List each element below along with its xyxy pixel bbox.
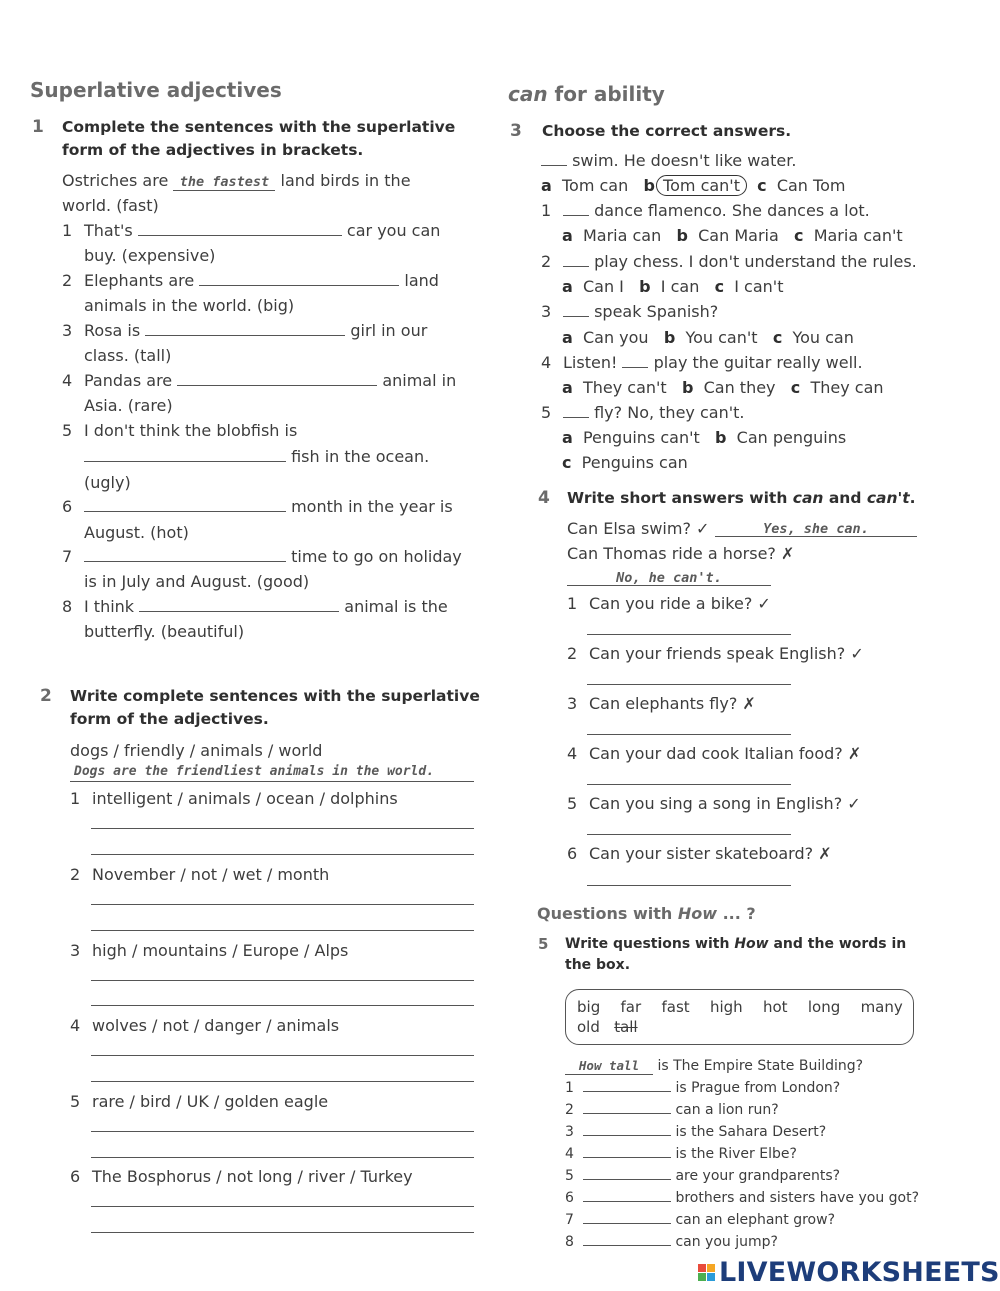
instruction-text: .	[909, 489, 916, 507]
example-prompt: dogs / friendly / animals / world	[70, 741, 323, 760]
box-word: far	[620, 998, 642, 1016]
answer-blank	[563, 404, 589, 418]
question-text: Can your dad cook Italian food? ✗	[589, 744, 862, 763]
sentence-text: butterfly. (beautiful)	[84, 622, 245, 641]
answer-line[interactable]	[91, 1005, 474, 1006]
answer-line[interactable]	[587, 734, 791, 735]
question-text: can you jump?	[675, 1234, 778, 1250]
section-heading-can	[508, 82, 665, 106]
question-item	[565, 1233, 778, 1251]
question-item	[567, 693, 756, 715]
instruction-italic: can't	[866, 489, 910, 507]
sentence-text: Rosa is	[84, 321, 141, 340]
answer-blank	[541, 152, 567, 166]
item-number: 4	[565, 1146, 574, 1162]
option-b[interactable]: I can	[660, 277, 700, 296]
example-answer	[565, 1058, 653, 1075]
answer-line[interactable]	[91, 1232, 474, 1233]
exercise-instruction: Write complete sentences with the superlative	[70, 687, 480, 705]
answer-blank[interactable]	[139, 598, 339, 612]
exercise-instruction: Complete the sentences with the superlative	[62, 118, 456, 136]
heading-text: ... ?	[717, 904, 756, 923]
question-text: speak Spanish?	[594, 302, 719, 321]
heading-italic: can	[508, 82, 548, 106]
option-c[interactable]: They can	[810, 378, 884, 397]
exercise-instruction	[567, 487, 916, 510]
option-letter: a	[562, 277, 573, 296]
question-text: dance flamenco. She dances a lot.	[594, 201, 870, 220]
item-number: 4	[567, 744, 578, 763]
prompt-text: high / mountains / Europe / Alps	[92, 941, 349, 960]
prompt-text: The Bosphorus / not long / river / Turkey	[92, 1167, 413, 1186]
option-a[interactable]: Can I	[582, 277, 624, 296]
answer-blank	[622, 354, 648, 368]
item-number: 3	[62, 321, 73, 340]
question-text: Listen!	[563, 353, 618, 372]
item-number: 5	[565, 1168, 574, 1184]
exercise-number: 2	[40, 686, 52, 706]
answer-blank[interactable]	[583, 1102, 671, 1114]
exercise-instruction	[565, 936, 906, 952]
example-answer-text: How tall	[578, 1058, 640, 1073]
answer-blank[interactable]	[84, 448, 286, 462]
answer-line[interactable]	[587, 684, 791, 685]
answer-line[interactable]	[91, 1131, 474, 1132]
sentence-text: class. (tall)	[84, 346, 172, 365]
item-number: 2	[541, 252, 552, 271]
exercise-number: 4	[538, 488, 550, 508]
example-answer-text: No, he can't.	[616, 570, 722, 586]
option-letter: c	[757, 176, 767, 195]
item-number: 4	[62, 371, 73, 390]
question-item	[567, 643, 864, 665]
prompt-text: rare / bird / UK / golden eagle	[92, 1092, 329, 1111]
question-text: is the River Elbe?	[675, 1146, 797, 1162]
exercise-instruction: the box.	[565, 957, 631, 973]
item-number: 5	[567, 794, 578, 813]
option-letter: a	[541, 176, 552, 195]
answer-line[interactable]	[91, 1206, 474, 1207]
option-a[interactable]: Penguins can't	[582, 428, 700, 447]
option-a[interactable]: Maria can	[582, 226, 662, 245]
example-answer	[567, 567, 771, 586]
question-item	[62, 270, 439, 292]
option-letter: b	[639, 277, 651, 296]
question-item	[565, 1123, 826, 1141]
question-item	[565, 1211, 835, 1229]
sentence-text: world. (fast)	[62, 196, 159, 215]
item-number: 3	[541, 302, 552, 321]
item-number: 2	[567, 644, 578, 663]
question-text: is The Empire State Building?	[657, 1058, 864, 1074]
sentence-text: That's	[84, 221, 133, 240]
options-row	[562, 452, 688, 474]
item-number: 7	[62, 547, 73, 566]
question-item	[541, 301, 718, 323]
options-row	[562, 225, 903, 247]
sentence-text: animal in	[382, 371, 457, 390]
sentence-text: animals in the world. (big)	[84, 296, 295, 315]
option-letter: a	[562, 226, 573, 245]
question-text: swim. He doesn't like water.	[572, 151, 797, 170]
box-word: hot	[762, 998, 788, 1016]
example-question: Can Thomas ride a horse? ✗	[567, 544, 795, 563]
question-item	[62, 546, 462, 568]
question-text: play the guitar really well.	[653, 353, 863, 372]
sentence-text: Ostriches are	[62, 171, 169, 190]
item-number: 2	[70, 865, 81, 884]
question-item	[541, 352, 863, 374]
example-answer-text: Yes, she can.	[763, 521, 869, 537]
option-b[interactable]: Can penguins	[736, 428, 847, 447]
exercise-number: 3	[510, 121, 522, 141]
exercise-instruction: form of the adjectives in brackets.	[62, 141, 364, 159]
answer-blank	[563, 303, 589, 317]
example-item	[565, 1057, 863, 1075]
box-word: high	[709, 998, 743, 1016]
instruction-text: and the words in	[768, 936, 907, 952]
question-text: can an elephant grow?	[675, 1212, 836, 1228]
question-item	[541, 150, 796, 172]
example-question: Can Elsa swim? ✓	[567, 519, 710, 538]
option-c[interactable]: Can Tom	[776, 176, 846, 195]
question-text: can a lion run?	[675, 1102, 779, 1118]
option-letter: a	[562, 378, 573, 397]
question-item	[62, 596, 448, 618]
answer-line[interactable]	[91, 828, 474, 829]
exercise-number: 1	[32, 117, 44, 137]
option-letter: b	[715, 428, 727, 447]
item-number: 4	[541, 353, 552, 372]
option-a[interactable]: Can you	[582, 328, 649, 347]
item-number: 2	[62, 271, 73, 290]
sentence-text: I think	[84, 597, 135, 616]
question-item	[70, 864, 329, 886]
option-c[interactable]: I can't	[734, 277, 784, 296]
answer-line[interactable]	[91, 854, 474, 855]
example-answer	[715, 518, 917, 537]
question-text: Can your sister skateboard? ✗	[589, 844, 832, 863]
item-number: 6	[70, 1167, 81, 1186]
item-number: 1	[70, 789, 81, 808]
instruction-text: Write short answers with	[567, 489, 793, 507]
options-row	[562, 427, 846, 449]
logo-text: LIVEWORKSHEETS	[719, 1257, 1000, 1288]
answer-blank	[563, 202, 589, 216]
sentence-text: Pandas are	[84, 371, 173, 390]
option-letter: b	[676, 226, 688, 245]
answer-line[interactable]	[91, 1157, 474, 1158]
prompt-text: wolves / not / danger / animals	[92, 1016, 340, 1035]
question-item	[62, 496, 453, 518]
box-word: many	[860, 998, 903, 1016]
option-b-circled[interactable]: Tom can't	[656, 175, 747, 196]
sentence-text: month in the year is	[291, 497, 453, 516]
answer-blank[interactable]	[583, 1234, 671, 1246]
sentence-text: car you can	[346, 221, 441, 240]
heading-text: Questions with	[537, 904, 678, 923]
option-b[interactable]: Can Maria	[698, 226, 779, 245]
answer-blank	[563, 253, 589, 267]
example-answer: Dogs are the friendliest animals in the world.	[74, 764, 435, 779]
question-item	[70, 788, 398, 810]
option-b[interactable]: Can they	[703, 378, 776, 397]
question-text: brothers and sisters have you got?	[675, 1190, 920, 1206]
question-item	[567, 593, 771, 615]
box-word-used: tall	[614, 1018, 638, 1036]
section-heading-how	[537, 904, 756, 923]
sentence-text: is in July and August. (good)	[84, 572, 310, 591]
answer-line[interactable]	[91, 904, 474, 905]
question-item	[62, 220, 440, 242]
option-letter: c	[790, 378, 801, 397]
exercise-instruction: Choose the correct answers.	[542, 122, 792, 140]
item-number: 2	[565, 1102, 574, 1118]
logo-mark-icon	[698, 1264, 715, 1281]
heading-rest: for ability	[547, 82, 665, 106]
option-c[interactable]: Maria can't	[813, 226, 903, 245]
question-item	[62, 320, 427, 342]
options-row	[562, 327, 854, 349]
exercise-instruction: form of the adjectives.	[70, 710, 269, 728]
option-b[interactable]: You can't	[685, 328, 758, 347]
option-letter: c	[714, 277, 725, 296]
item-number: 1	[567, 594, 578, 613]
prompt-text: intelligent / animals / ocean / dolphins	[92, 789, 398, 808]
instruction-italic: can	[792, 489, 824, 507]
option-letter: b	[643, 176, 655, 195]
option-a[interactable]: They can't	[582, 378, 667, 397]
item-number: 6	[62, 497, 73, 516]
question-item	[567, 793, 861, 815]
answer-blank[interactable]	[583, 1124, 671, 1136]
item-number: 7	[565, 1212, 574, 1228]
question-item	[567, 743, 861, 765]
sentence-text: animal is the	[344, 597, 448, 616]
answer-blank[interactable]	[84, 498, 286, 512]
answer-line[interactable]	[91, 1081, 474, 1082]
question-text: Can your friends speak English? ✓	[589, 644, 864, 663]
question-item	[565, 1101, 779, 1119]
sentence-text: Elephants are	[84, 271, 195, 290]
heading-italic: How	[677, 904, 718, 923]
options-row	[562, 377, 884, 399]
item-number: 3	[70, 941, 81, 960]
question-item	[541, 200, 870, 222]
sentence-text: fish in the ocean.	[291, 447, 430, 466]
example-sentence	[62, 170, 411, 192]
box-word: fast	[661, 998, 690, 1016]
answer-line[interactable]	[587, 784, 791, 785]
question-text: play chess. I don't understand the rules.	[594, 252, 917, 271]
example-answer	[173, 173, 275, 191]
question-item-line	[84, 446, 429, 468]
answer-blank[interactable]	[138, 222, 342, 236]
question-text: fly? No, they can't.	[594, 403, 745, 422]
option-c[interactable]: You can	[792, 328, 854, 347]
answer-line[interactable]	[91, 1055, 474, 1056]
question-text: are your grandparents?	[675, 1168, 841, 1184]
prompt-text: November / not / wet / month	[92, 865, 330, 884]
instruction-italic: How	[734, 936, 769, 952]
question-text: Can you ride a bike? ✓	[589, 594, 771, 613]
answer-blank[interactable]	[583, 1190, 671, 1202]
liveworksheets-logo	[698, 1257, 1000, 1288]
answer-blank[interactable]	[84, 548, 286, 562]
sentence-text: time to go on holiday	[291, 547, 462, 566]
example-answer-text: the fastest	[179, 174, 270, 190]
sentence-text: buy. (expensive)	[84, 246, 216, 265]
item-number: 6	[565, 1190, 574, 1206]
sentence-text: August. (hot)	[84, 523, 189, 542]
answer-line[interactable]	[91, 980, 474, 981]
item-number: 5	[62, 421, 73, 440]
question-item	[70, 1015, 339, 1037]
option-letter: a	[562, 428, 573, 447]
box-word: long	[807, 998, 841, 1016]
option-a[interactable]: Tom can	[561, 176, 629, 195]
question-item	[70, 1166, 413, 1188]
instruction-text: Write questions with	[565, 936, 735, 952]
answer-line[interactable]	[587, 634, 791, 635]
question-item	[70, 1091, 328, 1113]
option-letter: c	[562, 453, 572, 472]
item-number: 3	[567, 694, 578, 713]
option-c[interactable]: Penguins can	[581, 453, 688, 472]
question-text: Can elephants fly? ✗	[589, 694, 756, 713]
option-letter: a	[562, 328, 573, 347]
item-number: 5	[70, 1092, 81, 1111]
answer-blank[interactable]	[583, 1168, 671, 1180]
question-text: is Prague from London?	[675, 1080, 841, 1096]
question-item	[565, 1189, 919, 1207]
option-letter: b	[681, 378, 694, 397]
answer-line	[70, 781, 474, 782]
question-text: is the Sahara Desert?	[675, 1124, 827, 1140]
question-item	[567, 843, 832, 865]
question-item	[70, 940, 348, 962]
option-letter: b	[663, 328, 676, 347]
item-number: 8	[565, 1234, 574, 1250]
section-heading-superlatives: Superlative adjectives	[30, 78, 282, 102]
item-number: 1	[62, 221, 73, 240]
sentence-text: land	[404, 271, 439, 290]
question-item	[565, 1167, 840, 1185]
item-number: 8	[62, 597, 73, 616]
box-word: big	[577, 998, 601, 1016]
answer-line[interactable]	[587, 885, 791, 886]
item-number: 3	[565, 1124, 574, 1140]
item-number: 6	[567, 844, 578, 863]
item-number: 1	[541, 201, 552, 220]
item-number: 4	[70, 1016, 81, 1035]
sentence-text: (ugly)	[84, 473, 131, 492]
options-row	[541, 175, 845, 197]
answer-blank[interactable]	[177, 372, 377, 386]
option-letter: c	[772, 328, 783, 347]
sentence-text: I don't think the blobfish is	[84, 421, 298, 440]
question-item	[541, 402, 744, 424]
answer-line[interactable]	[91, 930, 474, 931]
options-row	[562, 276, 783, 298]
answer-blank[interactable]	[199, 272, 399, 286]
exercise-number: 5	[538, 935, 549, 953]
question-item	[565, 1145, 797, 1163]
item-number: 5	[541, 403, 552, 422]
answer-blank[interactable]	[583, 1212, 671, 1224]
question-item	[62, 420, 297, 442]
question-item	[62, 370, 456, 392]
question-item	[541, 251, 917, 273]
sentence-text: Asia. (rare)	[84, 396, 173, 415]
answer-blank[interactable]	[145, 322, 345, 336]
question-item	[565, 1079, 840, 1097]
question-text: Can you sing a song in English? ✓	[589, 794, 861, 813]
instruction-text: and	[823, 489, 867, 507]
sentence-text: girl in our	[350, 321, 428, 340]
box-word: old	[577, 1018, 600, 1036]
item-number: 1	[565, 1080, 574, 1096]
answer-line[interactable]	[587, 834, 791, 835]
option-letter: c	[794, 226, 804, 245]
answer-blank[interactable]	[583, 1146, 671, 1158]
sentence-text: land birds in the	[280, 171, 411, 190]
answer-blank[interactable]	[583, 1080, 671, 1092]
word-box-row	[577, 1018, 638, 1036]
word-box-row	[577, 998, 903, 1016]
